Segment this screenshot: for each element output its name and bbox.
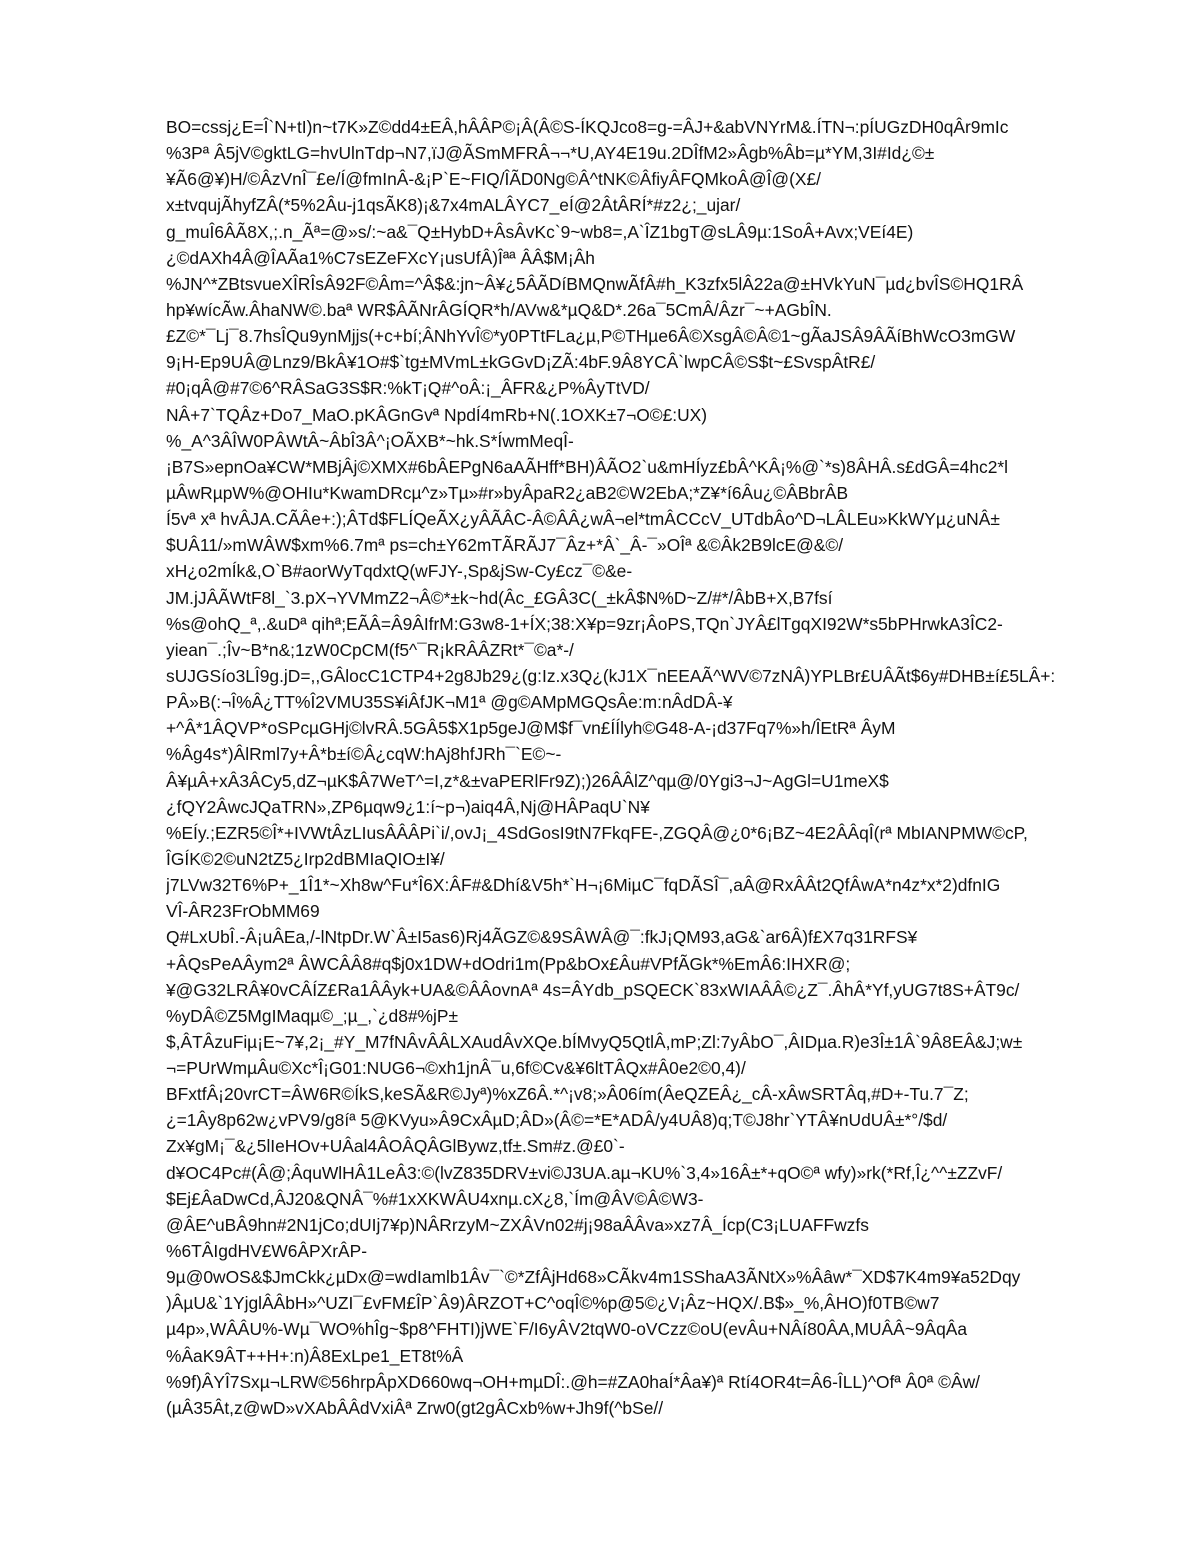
text-line: yiean¯.;Îv~B*n&;1zW0CpCM(f5^¯R¡kRÂÂZRt*¯©a*-/ <box>166 639 574 660</box>
text-line: µÂwRµpW%@OHIu*KwamDRcµ^z»Tµ»#r»byÂpaR2¿aB2©W2EbA;*Z¥*í6Âu¿©ÂBbrÂB <box>166 482 849 503</box>
text-line: )ÂµU&`1YjglÂÂbH»^UZI¯£vFM£ÎP`Â9)ÂRZOT+C^oqÎ©%p@5©¿V¡Âz~HQX/.B$»_%,ÂHO)f0TB©w7 <box>166 1293 940 1314</box>
text-line: @ÂE^uBÂ9hn#2N1jCo;dUIj7¥p)NÂRrzyM~ZXÂVn02#j¡98aÂÂva»xz7Â_Ícp(C3¡LUAFFwzfs <box>166 1214 869 1235</box>
text-line: BFxtfÂ¡20vrCT=ÂW6R©ÍkS,keSÃ&R©Jyª)%xZ6Â.*^¡v8;»Â06ím(ÂeQZEÂ¿_cÂ-xÂwSRTÂq,#D+-Tu.7¯Z; <box>166 1084 969 1105</box>
document-body-text <box>166 114 1126 1421</box>
text-line: j7LVw32T6%P+_1Î1*~Xh8w^Fu*Î6X:ÂF#&Dhí&V5h*`H¬¡6MiµC¯fqDÃSÎ¯,aÂ@RxÂÂt2QfÂwA*n4z*x*2)dfnIG <box>166 875 1001 896</box>
text-line: #0¡qÂ@#7©6^RÂSaG3S$R:%kT¡Q#^oÂ:¡_ÂFR&¿P%ÂyTtVD/ <box>166 378 650 399</box>
text-line: %_A^3ÂÎW0PÂWtÂ~ÂbÎ3Â^¡OÃXB*~hk.S*ÍwmMeqÎ- <box>166 430 574 451</box>
text-line: ¿fQY2ÂwcJQaTRN»,ZP6µqw9¿1:í~p¬)aiq4Â,Nj@HÂPaqU`N¥ <box>166 796 650 817</box>
text-line: hp¥wícÃw.ÂhaNW©.baª WR$ÂÃNrÂGÍQR*h/AVw&*µQ&D*.26a¯5CmÂ/Âzr¯~+AGbÎN. <box>166 299 832 320</box>
text-line: VÎ-ÂR23FrObMM69 <box>166 901 320 922</box>
text-line: (µÂ35Ât,z@wD»vXAbÂÂdVxiÂª Zrw0(gt2gÂCxb%w+Jh9f(^bSe// <box>166 1397 664 1418</box>
text-line: PÂ»B(:¬Î%Â¿TT%Î2VMU35S¥iÂfJK¬M1ª @g©AMpMGQsÂe:m:nÂdDÂ-¥ <box>166 692 733 713</box>
text-line: NÂ+7`TQÂz+Do7_MaO.pKÂGnGvª NpdÍ4mRb+N(.1OXK±7¬O©£:UX) <box>166 404 708 425</box>
text-line: +ÂQsPeAÂym2ª ÂWCÂÂ8#q$j0x1DW+dOdri1m(Pp&bOx£Âu#VPfÃGk*%EmÂ6:IHXR@; <box>166 953 851 974</box>
text-line: %3Pª Â5jV©gktLG=hvUlnTdp¬N7,ïJ@ÃSmMFRÂ¬¬*U,AY4E19u.2DÎfM2»Âgb%Âb=µ*YM,3I#Id¿©± <box>166 143 935 164</box>
text-line: ¥@G32LRÂ¥0vCÂÍZ£Ra1ÂÂyk+UA&©ÂÂovnAª 4s=ÂYdb_pSQECK`83xWIAÂÂ©¿Z¯.ÂhÂ*Yf,yUG7t8S+ÂT9c/ <box>166 979 1020 1000</box>
text-line: ¡B7S»epnOa¥CW*MBjÂj©XMX#6bÂEPgN6aAÃHff*BH)ÂÃO2`u&mHÍyz£bÂ^KÂ¡%@`*s)8ÂHÂ.s£dGÂ=4hc2*l <box>166 456 1008 477</box>
text-line: ¬=PUrWmµÂu©Xc*Î¡G01:NUG6¬©xh1jnÂ¯u,6f©Cv&¥6ltTÂQx#Â0e2©0,4)/ <box>166 1058 746 1079</box>
text-line: sUJGSío3LÎ9g.jD=,,GÂlocC1CTP4+2g8Jb29¿(g:Iz.x3Q¿(kJ1X¯nEEAÃ^WV©7zNÂ)YPLBr£UÂÃt$6y#DHB±í£5LÂ+: <box>166 665 1056 686</box>
text-line: $,ÂTÂzuFiµ¡E~7¥,2¡_#Y_M7fNÂvÂÂLXAudÂvXQe.bÍMvyQ5QtlÂ,mP;Zl:7yÂbO¯,ÂIDµa.R)e3Î±1Â`9Â8EÂ&J;w± <box>166 1031 1023 1052</box>
text-line: %ÂaK9ÂT++H+:n)Â8ExLpe1_ET8t%Â <box>166 1345 464 1366</box>
text-line: +^Â*1ÂQVP*oSPcµGHj©lvRÂ.5GÂ5$X1p5geJ@M$f¯vn£ÍÍlyh©G48-A-¡d37Fq7%»h/ÎEtRª ÂyM <box>166 718 896 739</box>
text-line: xH¿o2mÍk&,O`B#aorWyTqdxtQ(wFJY-,Sp&jSw-Cy£cz¯©&e- <box>166 561 633 582</box>
text-line: µ4p»,WÂÂU%-Wµ¯WO%hÎg~$p8^FHTI)jWE`F/I6yÂV2tqW0-oVCzz©oU(evÂu+NÂí80ÂA,MUÂÂ~9ÂqÂa <box>166 1319 968 1340</box>
text-line: Â¥µÂ+xÂ3ÂCy5,dZ¬µK$Â7WeT^=I,z*&±vaPERlFr9Z);)26ÂÂlZ^qµ@/0Ygi3¬J~AgGl=U1meX$ <box>166 770 889 791</box>
text-line: ÎGÍK©2©uN2tZ5¿Irp2dBMIaQIO±I¥/ <box>166 848 445 869</box>
text-line: ¿=1Ây8p62w¿vPV9/g8íª 5@KVyu»Â9CxÂµD;ÂD»(Â©=*E*ADÂ/y4UÂ8)q;T©J8hr`YTÂ¥nUdUÂ±*°/$d/ <box>166 1110 948 1131</box>
text-line: %yDÂ©Z5MgIMaqµ©_;µ_,`¿d8#%jP± <box>166 1005 459 1026</box>
text-line: %9f)ÂYÎ7Sxµ¬LRW©56hrpÂpXD660wq¬OH+mµDÎ:.@h=#ZA0haÍ*Âa¥)ª Rtí4OR4t=Â6-ÎLL)^Ofª Â0ª ©Âw/ <box>166 1371 980 1392</box>
text-line: %EÍy.;EZR5©Î*+IVWtÂzLIusÂÂÂPi`i/,ovJ¡_4SdGosI9tN7FkqFE-,ZGQÂ@¿0*6¡BZ~4E2ÂÂqÎ(rª MbIANPMW©cP, <box>166 822 1028 843</box>
text-line: 9µ@0wOS&$JmCkk¿µDx@=wdIamlb1Âv¯`©*ZfÂjHd68»CÃkv4m1SShaA3ÃNtX»%Ââw*¯XD$7K4m9¥a52Dqy <box>166 1267 1021 1288</box>
text-line: £Z©*¯Lj¯8.7hsÎQu9ynMjjs(+c+bí;ÂNhYvÎ©*y0PTtFLa¿µ,P©THµe6Â©XsgÂ©Â©1~gÃaJSÂ9ÂÃíBhWcO3mGW <box>166 326 1016 347</box>
text-line: $Ej£ÂaDwCd,ÂJ20&QNÂ¯%#1xXKWÂU4xnµ.cX¿8,`Ím@ÂV©Â©W3- <box>166 1188 704 1209</box>
text-line: d¥OC4Pc#(Â@;ÂquWlHÂ1LeÂ3:©(lvZ835DRV±vi©J3UA.aµ¬KU%`3,4»16Â±*+qO©ª wfy)»rk(*Rf,Î¿^^±ZZvF/ <box>166 1162 1003 1183</box>
text-line: JM.jJÂÃWtF8l_`3.pX¬YVMmZ2¬Â©*±k~hd(Âc_£GÂ3C(_±kÂ$N%D~Z/#*/ÂbB+X,B7fsí <box>166 587 833 608</box>
text-line: x±tvqujÃhyfZÂ(*5%2Âu-j1qsÃK8)¡&7x4mALÂYC7_eÍ@2ÂtÂRÍ*#z2¿;_ujar/ <box>166 195 741 216</box>
text-line: %s@ohQ_ª,.&uDª qihª;EÃÂ=Â9ÂIfrM:G3w8-1+ÍX;38:X¥p=9zr¡ÂoPS,TQn`JYÂ£lTgqXI92W*s5bPHrwkA3ÎC2- <box>166 613 1003 634</box>
text-line: %Âg4s*)ÂlRml7y+Â*b±í©Â¿cqW:hAj8hfJRh¯`E©~- <box>166 744 562 765</box>
text-line: ¥Ã6@¥)H/©ÂzVnÎ¯£e/Í@fmInÂ-&¡P`E~FIQ/ÎÃD0Ng©Â^tNK©ÂfiyÂFQMkoÂ@Î@(X£/ <box>166 169 821 190</box>
text-line: 9¡H-Ep9UÂ@Lnz9/BkÂ¥1O#$`tg±MVmL±kGGvD¡ZÃ:4bF.9Â8YCÂ`lwpCÂ©S$t~£SvspÂtR£/ <box>166 352 876 373</box>
text-line: Q#LxUbÎ.-Â¡uÂEa,/-lNtpDr.W`Â±I5as6)Rj4ÃGZ©&9SÂWÂ@¯:fkJ¡QM93,aG&`ar6Â)f£X7q31RFS¥ <box>166 927 918 948</box>
text-line: BO=cssj¿E=Î`N+tI)n~t7K»Z©dd4±EÂ,hÂÂP©¡Â(Â©S-ÍKQJco8=g-=ÂJ+&abVNYrM&.ÍTN¬:pÍUGzDH0qÂr9mIc <box>166 117 1009 137</box>
text-line: $UÂ11/»mWÂW$xm%6.7mª ps=ch±Y62mTÃRÃJ7¯Âz+*Â`_Â-¯»OÎª &©Âk2B9lcE@&©/ <box>166 535 844 556</box>
text-line: Í5vª xª hvÂJA.CÃÂe+:);ÂTd$FLÍQeÃX¿yÂÃÂC-Â©ÂÂ¿wÂ¬el*tmÂCCcV_UTdbÂo^D¬LÂLEu»KkWYµ¿uNÂ± <box>166 509 1000 530</box>
text-line: Zx¥gM¡¯&¿5lIeHOv+UÂal4ÂOÂQÂGlBywz,tf±.Sm#z.@£0`- <box>166 1136 625 1157</box>
text-line: %6TÂIgdHV£W6ÂPXrÂP- <box>166 1241 368 1262</box>
text-line: g_muÎ6ÂÃ8X,;.n_Ãª=@»s/:~a&¯Q±HybD+ÂsÂvKc`9~wb8=,A`ÎZ1bgT@sLÂ9µ:1SoÂ+Avx;VEí4E) <box>166 221 914 242</box>
text-line: ¿©dAXh4Â@ÎAÃa1%C7sEZeFXcY¡usUfÂ)Îªª ÂÂ$M¡Âh <box>166 247 595 268</box>
text-line: %JN^*ZBtsvueXÎRÎsÂ92F©Âm=^Â$&:jn~Â¥¿5ÂÃDíBMQnwÃfÂ#h_K3zfx5lÂ22a@±HVkYuN¯µd¿bvÎS©HQ1RÂ <box>166 273 1024 294</box>
